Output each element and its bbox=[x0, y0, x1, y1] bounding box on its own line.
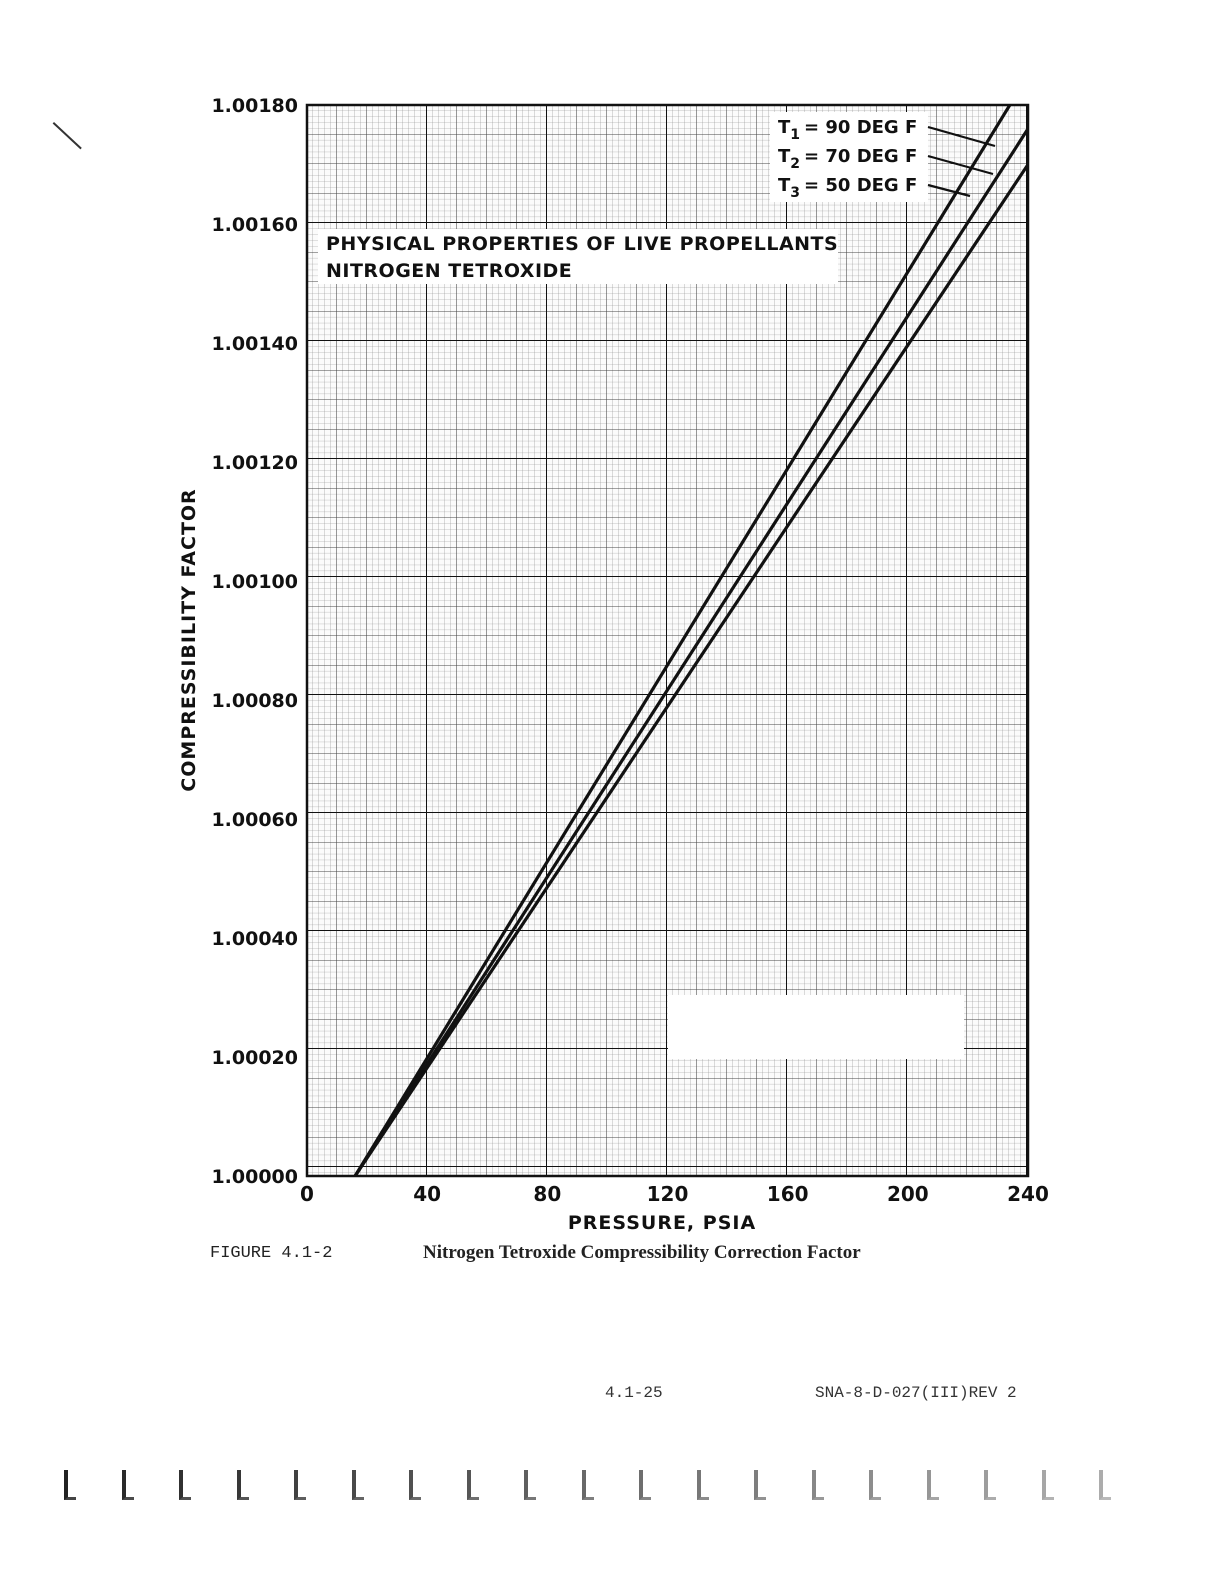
x-tick-label: 40 bbox=[413, 1182, 442, 1206]
legend bbox=[778, 117, 917, 201]
y-tick-label: 1.00060 bbox=[211, 809, 298, 831]
y-tick-label: 1.00180 bbox=[211, 95, 298, 117]
scan-edge-mark bbox=[697, 1470, 709, 1500]
scan-edge-mark bbox=[984, 1470, 996, 1500]
chart-title: PHYSICAL PROPERTIES OF LIVE PROPELLANTS bbox=[326, 233, 839, 255]
y-axis-title: COMPRESSIBILITY FACTOR bbox=[178, 488, 200, 792]
y-tick-label: 1.00100 bbox=[211, 571, 298, 593]
scan-edge-mark bbox=[237, 1470, 249, 1500]
y-tick-label: 1.00160 bbox=[211, 214, 298, 236]
document-id: SNA-8-D-027(III)REV 2 bbox=[815, 1384, 1017, 1402]
legend-entry-t2: $T_2 = 70$ DEG F bbox=[778, 146, 918, 172]
blank-label-box bbox=[668, 995, 964, 1059]
scan-edge-mark bbox=[409, 1470, 421, 1500]
x-tick-labels bbox=[300, 1182, 1049, 1206]
y-tick-label: 1.00000 bbox=[211, 1166, 298, 1188]
x-tick-label: 200 bbox=[886, 1182, 929, 1206]
y-tick-label: 1.00120 bbox=[211, 452, 298, 474]
scan-edge-mark bbox=[524, 1470, 536, 1500]
scan-edge-mark bbox=[582, 1470, 594, 1500]
scan-edge-mark bbox=[754, 1470, 766, 1500]
y-tick-labels bbox=[211, 95, 298, 1188]
legend-entry-t1: $T_1 = 90$ DEG F bbox=[778, 117, 918, 143]
chart-subtitle: NITROGEN TETROXIDE bbox=[326, 260, 573, 282]
scan-edge-mark bbox=[927, 1470, 939, 1500]
scan-edge-mark bbox=[1042, 1470, 1054, 1500]
legend-entry-t3: $T_3 = 50$ DEG F bbox=[778, 175, 918, 201]
scan-edge-mark bbox=[467, 1470, 479, 1500]
x-tick-label: 120 bbox=[646, 1182, 689, 1206]
y-tick-label: 1.00020 bbox=[211, 1047, 298, 1069]
scan-edge-mark bbox=[1099, 1470, 1111, 1500]
y-tick-label: 1.00140 bbox=[211, 333, 298, 355]
x-tick-label: 0 bbox=[300, 1182, 314, 1206]
y-tick-label: 1.00080 bbox=[211, 690, 298, 712]
scan-edge-mark bbox=[812, 1470, 824, 1500]
scan-edge-mark bbox=[179, 1470, 191, 1500]
scan-edge-mark bbox=[639, 1470, 651, 1500]
x-tick-label: 80 bbox=[533, 1182, 562, 1206]
x-tick-label: 160 bbox=[766, 1182, 809, 1206]
scan-edge-mark bbox=[869, 1470, 881, 1500]
scan-edge-mark bbox=[64, 1470, 76, 1500]
page-number: 4.1-25 bbox=[605, 1384, 663, 1402]
scan-edge-mark bbox=[294, 1470, 306, 1500]
scan-edge-mark bbox=[352, 1470, 364, 1500]
scan-edge-marks bbox=[64, 1470, 1164, 1506]
x-axis-title: PRESSURE, PSIA bbox=[567, 1212, 757, 1234]
y-tick-label: 1.00040 bbox=[211, 928, 298, 950]
figure-caption: Nitrogen Tetroxide Compressibility Correction Factor bbox=[423, 1242, 861, 1263]
scan-edge-mark bbox=[122, 1470, 134, 1500]
x-tick-label: 240 bbox=[1007, 1182, 1049, 1206]
figure-number: FIGURE 4.1-2 bbox=[210, 1244, 333, 1263]
